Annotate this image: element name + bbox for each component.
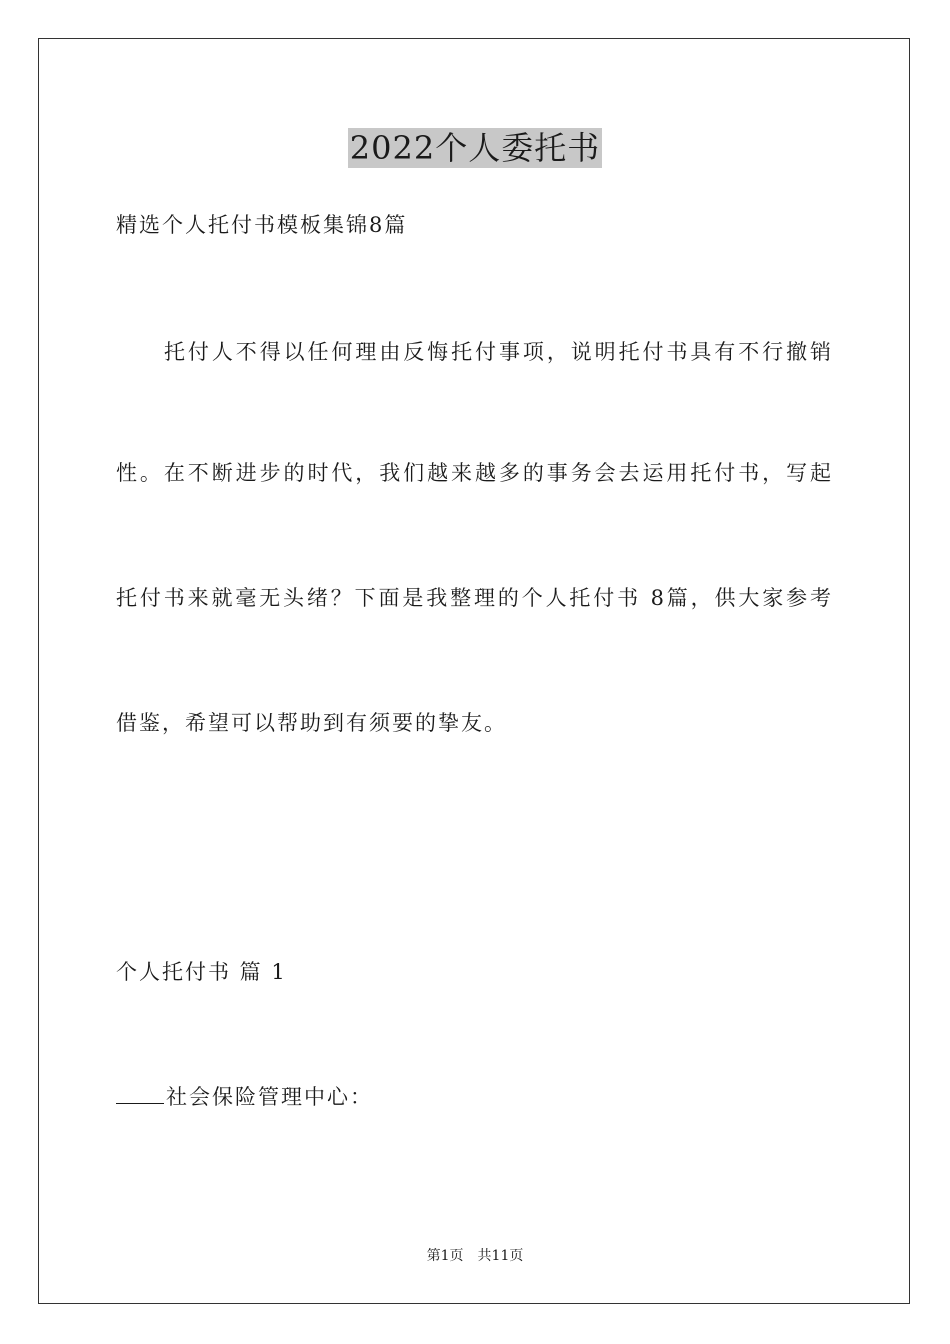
- addressee-line: [116, 1083, 373, 1111]
- title-container: [0, 128, 950, 168]
- page-total: 共11页: [477, 1248, 524, 1264]
- paragraph-line-3: 托付书来就毫无头绪？下面是我整理的个人托付书 8篇，供大家参考: [116, 586, 832, 610]
- document-subtitle: 精选个人托付书模板集锦8篇: [116, 213, 408, 237]
- document-title: 2022个人委托书: [349, 129, 601, 167]
- page-number: 第1页: [426, 1248, 464, 1264]
- page-footer: [0, 1246, 950, 1266]
- addressee-text: 社会保险管理中心：: [166, 1085, 373, 1109]
- paragraph-line-1: 托付人不得以任何理由反悔托付事项，说明托付书具有不行撤销: [164, 340, 832, 364]
- section-heading: 个人托付书 篇 1: [116, 960, 287, 984]
- paragraph-line-4: 借鉴，希望可以帮助到有须要的挚友。: [116, 711, 507, 735]
- blank-underline: [116, 1083, 164, 1104]
- paragraph-line-2: 性。在不断进步的时代，我们越来越多的事务会去运用托付书，写起: [116, 461, 832, 485]
